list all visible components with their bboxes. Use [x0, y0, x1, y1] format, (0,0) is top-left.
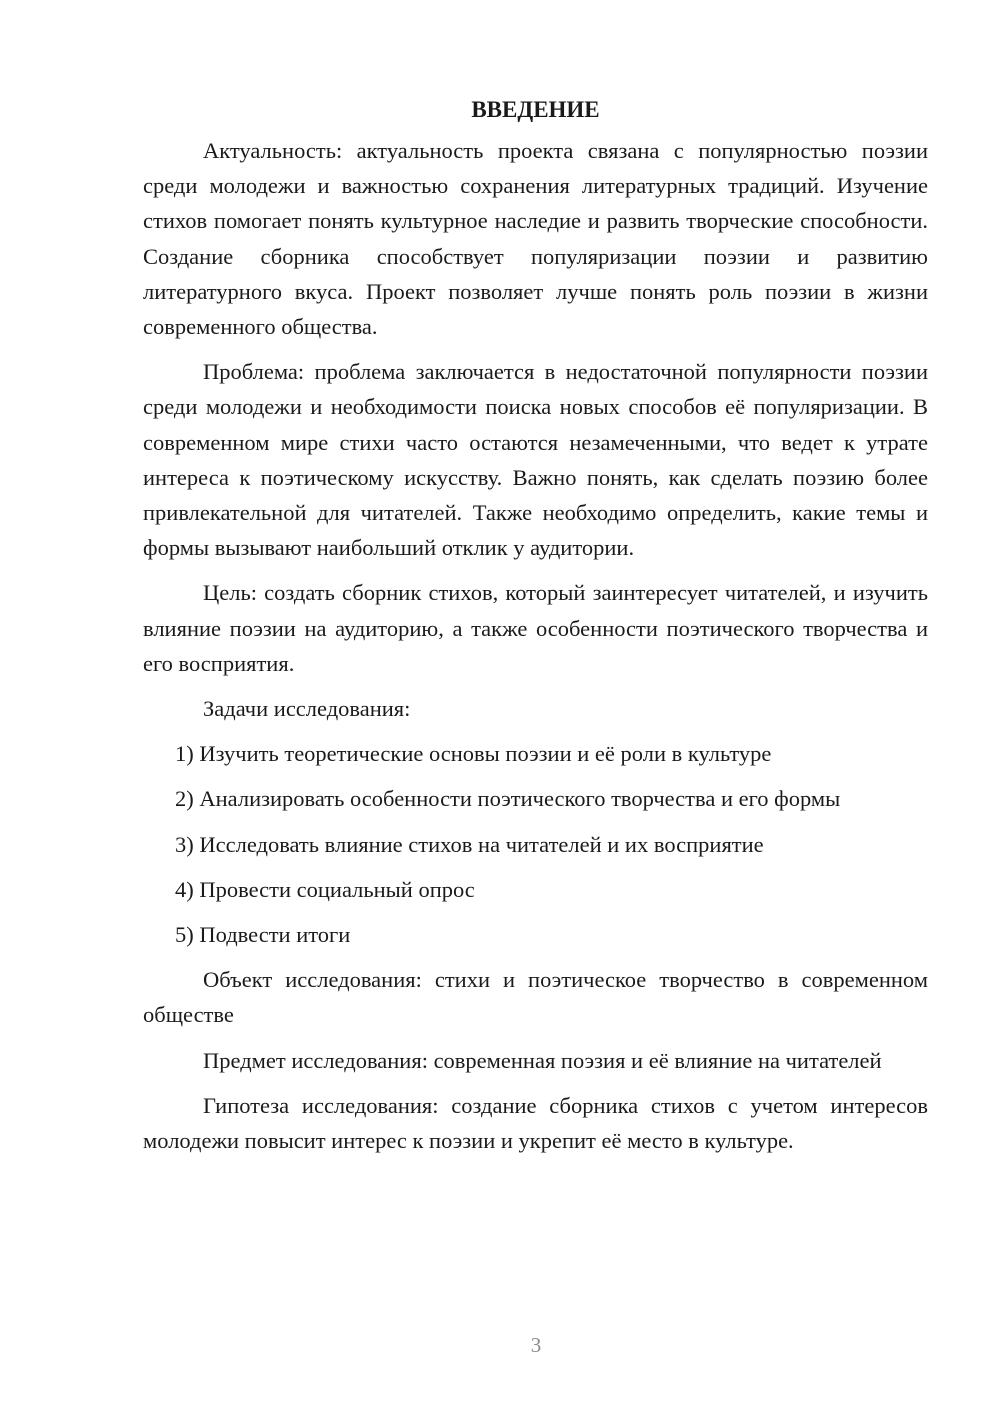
object-paragraph: Объект исследования: стихи и поэтическое творчество в современном обществе: [143, 967, 928, 1028]
section-heading: ВВЕДЕНИЕ: [471, 97, 600, 122]
task-item: 3) Исследовать влияние стихов на читателей и их восприятие: [175, 831, 764, 857]
relevance-paragraph: Актуальность: актуальность проекта связана с популярностью поэзии среди молодежи и важностью сохранения литературных традиций. Изучение стихов помогает понять культурное наследие и развить творческие способности. Создание сборника способствует популяризации поэзии и развитию литературного вкуса. Проект позволяет лучше понять роль поэзии в жизни современного общества.: [143, 138, 928, 340]
hypothesis-paragraph: Гипотеза исследования: создание сборника стихов с учетом интересов молодежи повысит интерес к поэзии и укрепит её место в культуре.: [143, 1092, 928, 1154]
problem-paragraph: Проблема: проблема заключается в недостаточной популярности поэзии среди молодежи и необходимости поиска новых способов её популяризации. В современном мире стихи часто остаются незамеченными, что ведет к утрате интереса к поэтическому искусству. Важно понять, как сделать поэзию более привлекательной для читателей. Также необходимо определить, какие темы и формы вызывают наибольший отклик у аудитории.: [143, 359, 928, 561]
task-item: 4) Провести социальный опрос: [175, 876, 475, 902]
goal-paragraph: Цель: создать сборник стихов, который заинтересует читателей, и изучить влияние поэзии на аудиторию, а также особенности поэтического творчества и его восприятия.: [143, 580, 928, 676]
task-item: 2) Анализировать особенности поэтического творчества и его формы: [175, 786, 841, 812]
task-item: 1) Изучить теоретические основы поэзии и её роли в культуре: [175, 741, 772, 767]
subject-paragraph: Предмет исследования: современная поэзия и её влияние на читателей: [203, 1047, 882, 1073]
task-item: 5) Подвести итоги: [175, 922, 351, 948]
tasks-heading: Задачи исследования:: [203, 696, 411, 722]
page-number: 3: [530, 1333, 542, 1357]
tasks-list: [143, 736, 928, 952]
document-page: [143, 92, 928, 1168]
